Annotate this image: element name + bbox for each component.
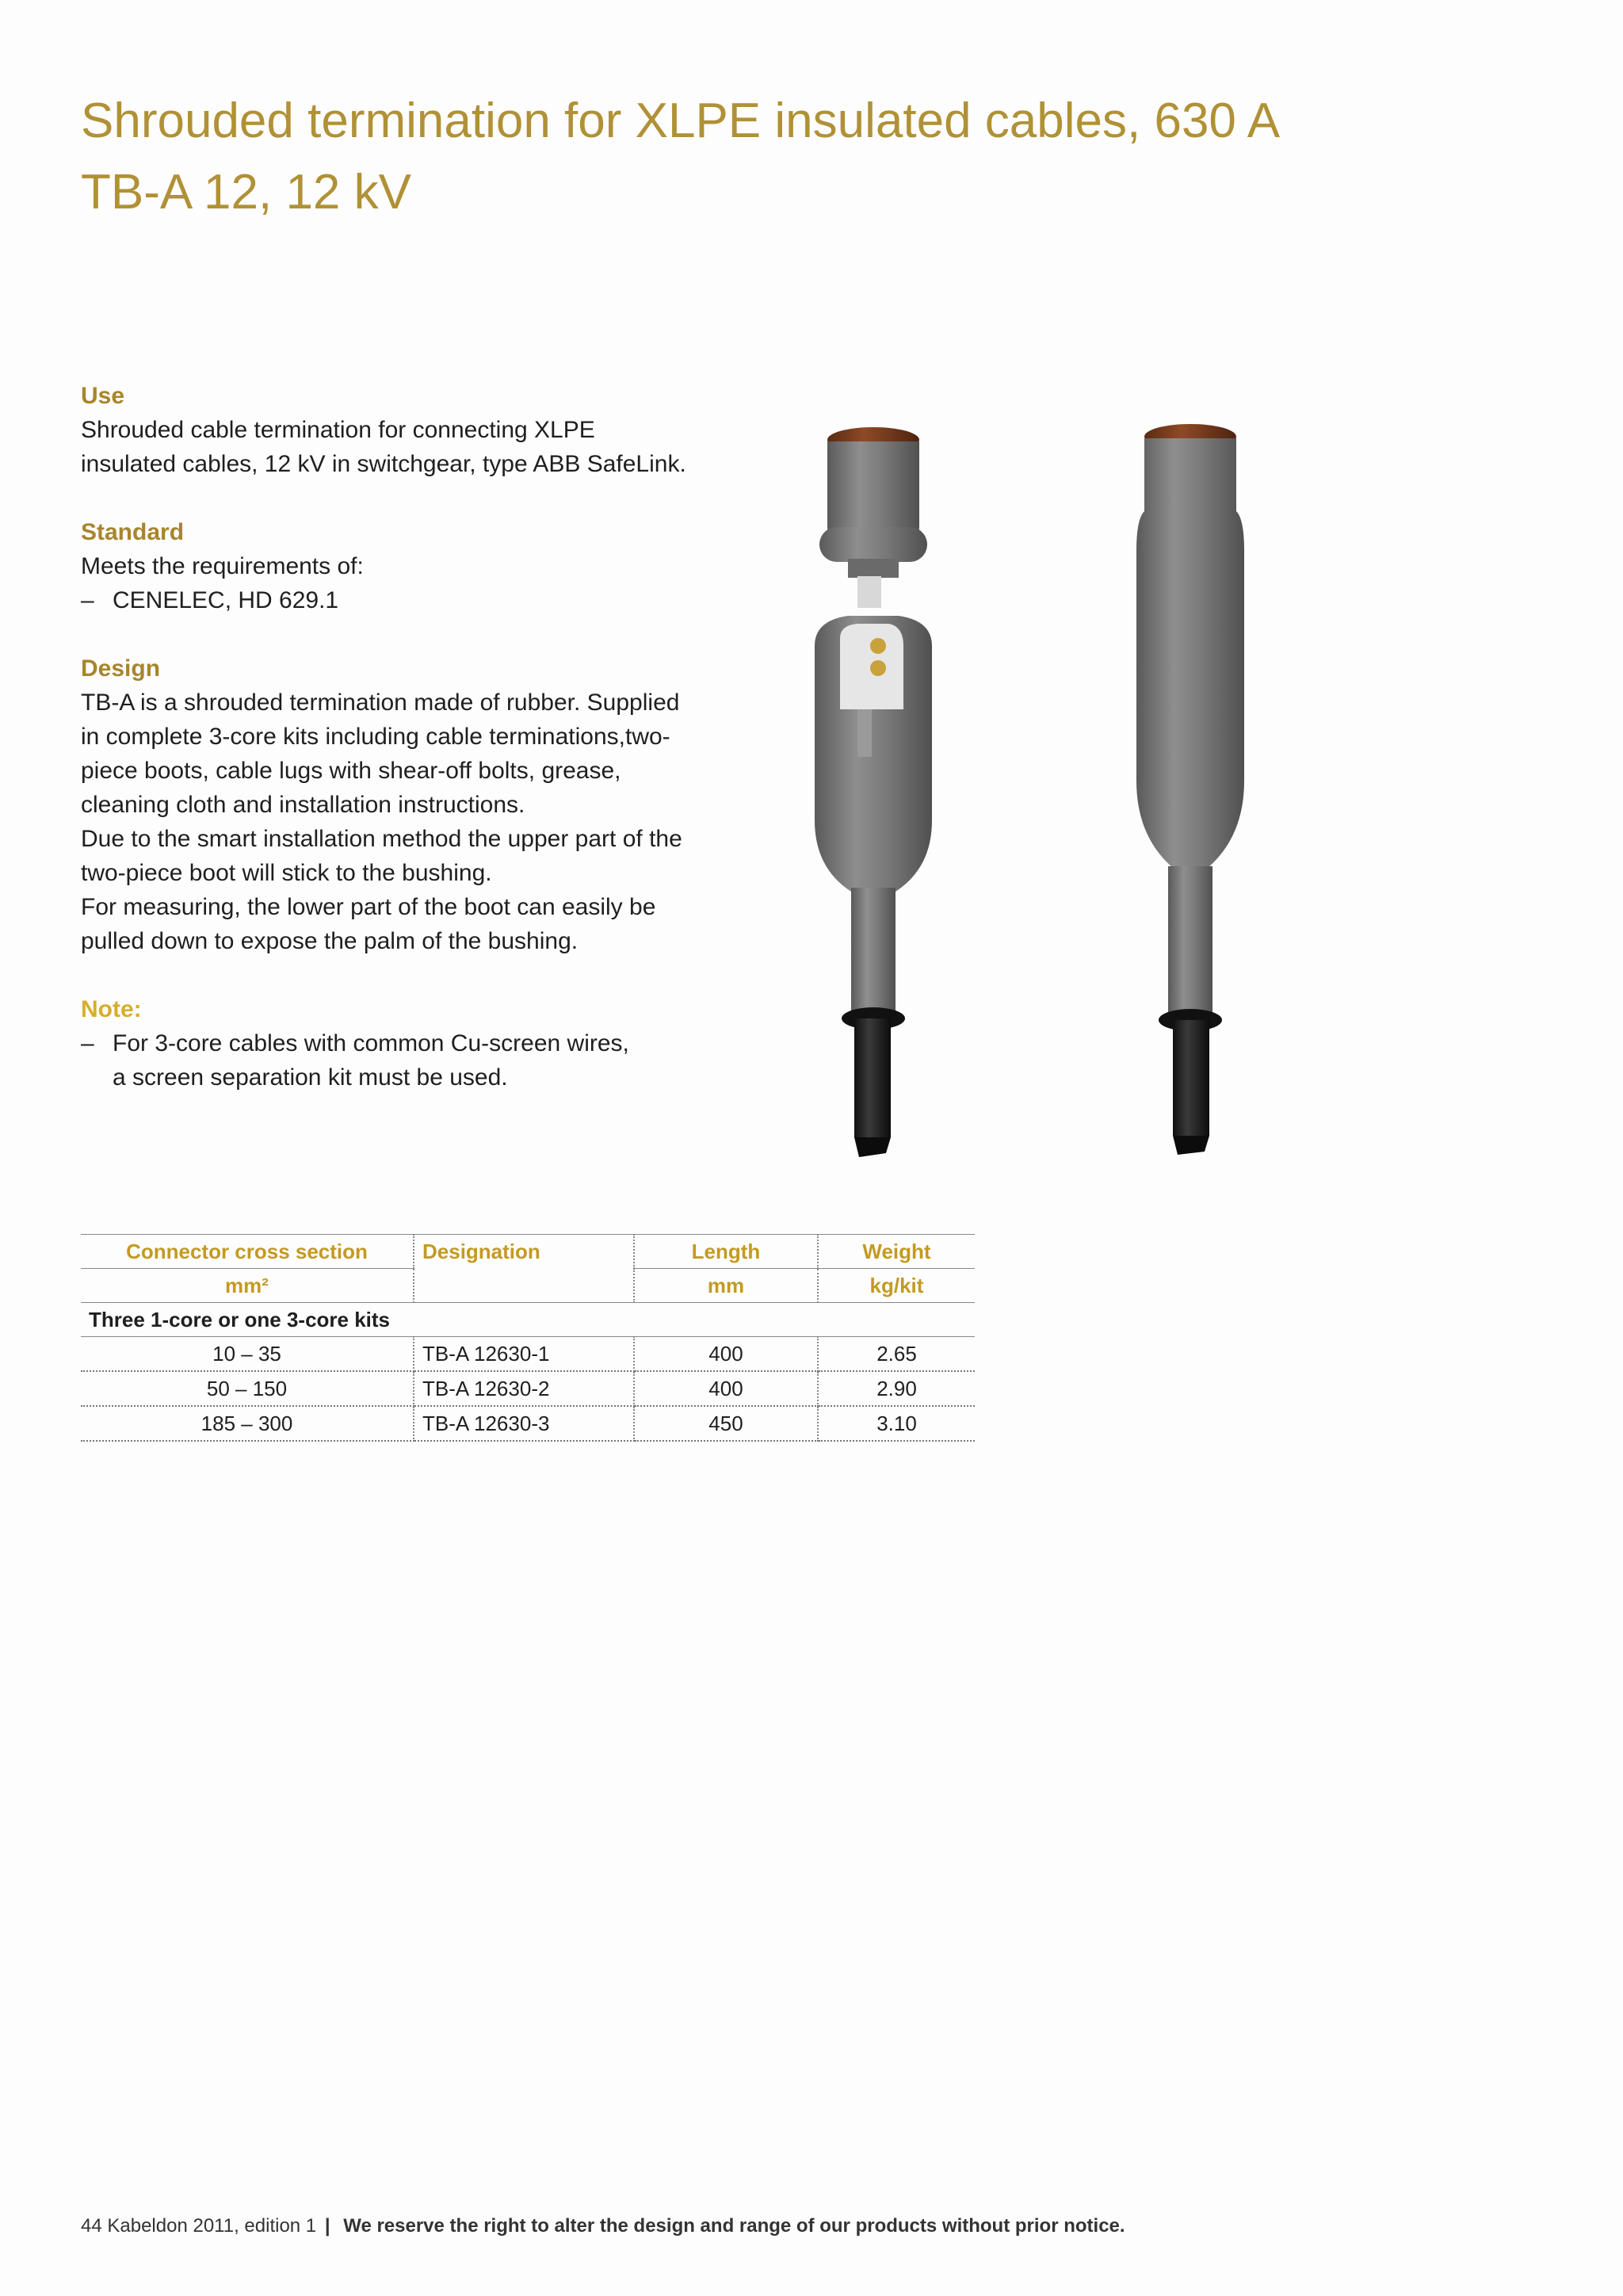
text-column [81,379,778,1129]
use-line-1: Shrouded cable termination for connecting XLPE [81,417,595,443]
dash-mark: – [81,1030,94,1056]
table-row [81,1406,975,1441]
col-weight-header: Weight [818,1235,975,1269]
design-line-8: pulled down to expose the palm of the bushing. [81,928,579,954]
note-line-1: For 3-core cables with common Cu-screen wires, [113,1030,629,1056]
cell-designation: TB-A 12630-2 [414,1371,634,1406]
use-line-2: insulated cables, 12 kV in switchgear, type ABB SafeLink. [81,451,686,477]
page-title [81,86,1280,228]
cell-section: 10 – 35 [81,1337,414,1372]
design-line-6: two-piece boot will stick to the bushing. [81,860,492,886]
title-line-2: TB-A 12, 12 kV [81,165,411,220]
bushing-neck [848,559,899,578]
standard-intro: Meets the requirements of: [81,553,364,579]
standard-section [81,515,778,617]
dash-mark: – [81,587,94,613]
group-label: Three 1-core or one 3-core kits [81,1303,975,1337]
termination-assembled [1136,424,1244,1155]
standard-heading: Standard [81,519,185,545]
spec-table [81,1234,975,1442]
design-section [81,651,778,958]
design-line-4: cleaning cloth and installation instructions. [81,792,525,818]
cell-weight: 2.65 [818,1337,975,1372]
note-line-2: a screen separation kit must be used. [113,1064,508,1091]
title-line-1: Shrouded termination for XLPE insulated cables, 630 A [81,94,1281,148]
cell-weight: 3.10 [818,1406,975,1441]
cell-length: 400 [634,1337,818,1372]
design-heading: Design [81,655,161,682]
design-line-2: in complete 3-core kits including cable terminations,two- [81,724,670,750]
table-row [81,1371,975,1406]
col-designation-header: Designation [414,1235,634,1303]
cell-weight: 2.90 [818,1371,975,1406]
note-item [81,1026,778,1095]
cable-sheath [1168,866,1212,1017]
cell-designation: TB-A 12630-3 [414,1406,634,1441]
footer-notice: We reserve the right to alter the design and range of our products without prior notice. [343,2215,1125,2237]
unit-length: mm [634,1269,818,1303]
table-row [81,1337,975,1372]
unit-connector: mm² [81,1269,414,1303]
cell-length: 450 [634,1406,818,1441]
note-section [81,992,778,1095]
publication: Kabeldon 2011, edition 1 [107,2215,317,2237]
unit-weight: kg/kit [818,1269,975,1303]
cable [854,1018,891,1137]
cell-length: 400 [634,1371,818,1406]
design-line-7: For measuring, the lower part of the boot can easily be [81,894,656,920]
boot [1136,438,1244,868]
use-section [81,379,778,481]
cable [1173,1020,1209,1136]
bolt [857,576,881,608]
cell-section: 185 – 300 [81,1406,414,1441]
table-group-row [81,1303,975,1337]
cable-cut [854,1137,891,1157]
design-line-5: Due to the smart installation method the upper part of the [81,826,682,852]
cable-cut [1173,1136,1209,1155]
page-number: 44 [81,2215,102,2237]
use-heading: Use [81,383,125,409]
note-heading: Note: [81,996,142,1022]
standard-item [81,583,778,617]
standard-item-text: CENELEC, HD 629.1 [113,587,339,613]
col-length-header: Length [634,1235,818,1269]
table-header-row [81,1235,975,1269]
design-line-3: piece boots, cable lugs with shear-off bolts, grease, [81,758,621,784]
cable-sheath [851,888,896,1014]
footer-separator: | [324,2215,330,2237]
cell-section: 50 – 150 [81,1371,414,1406]
cell-designation: TB-A 12630-1 [414,1337,634,1372]
upper-boot-rim [819,527,927,562]
design-line-1: TB-A is a shrouded termination made of rubber. Supplied [81,690,680,716]
shear-bolt-1 [870,638,886,654]
termination-separated [815,427,932,1157]
page-footer [81,2215,1125,2237]
col-connector-header: Connector cross section [81,1235,414,1269]
shear-bolt-2 [870,660,886,676]
conductor [857,709,872,757]
product-illustration [785,408,1355,1169]
